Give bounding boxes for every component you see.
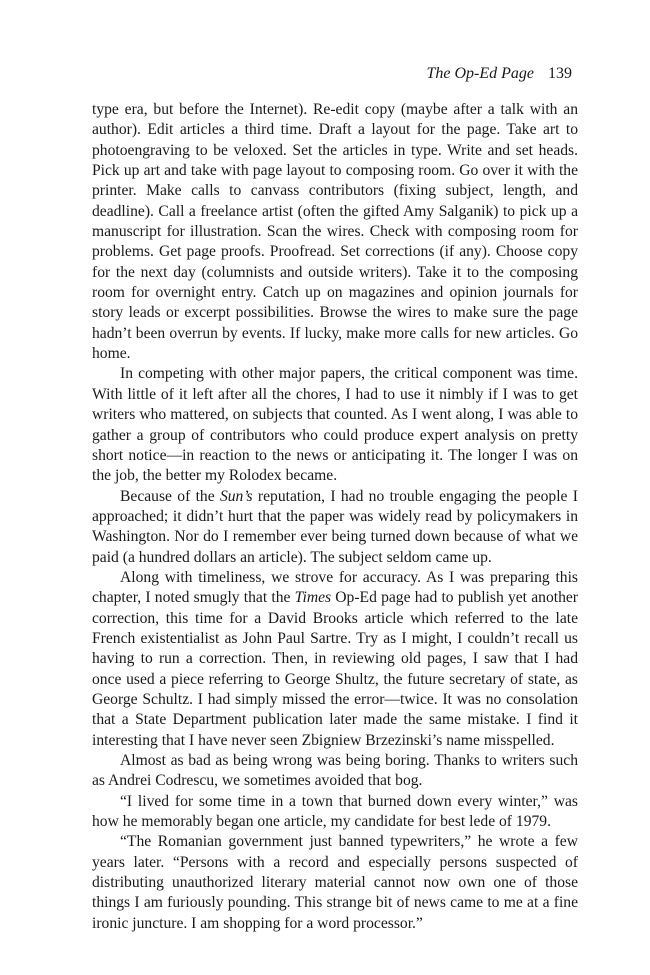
page-body [92, 100, 578, 934]
paragraph-4-before: Along with timeliness, we strove for accuracy. As I was preparing this chapter, I noted smugly that the [92, 568, 578, 607]
paragraph-6: “I lived for some time in a town that burned down every winter,” was how he memorably began one article, my candidate for best lede of 1979. [92, 792, 578, 831]
running-head-title: The Op-Ed Page [426, 65, 534, 82]
paragraph-5: Almost as bad as being wrong was being boring. Thanks to writers such as Andrei Codrescu, we sometimes avoided that bog. [92, 752, 578, 790]
paragraph-3-italic: Sun’s [219, 487, 253, 505]
page-number: 139 [548, 65, 572, 82]
paragraph-2: In competing with other major papers, the critical component was time. With little of it left after all the chores, I had to use it nimbly if I was to get writers who mattered, on subjects that counted. As I went along, I was able to gather a group of contributors who could produce expert analysis on pretty short notice—in reaction to the news or anticipating it. The longer I was on the job, the better my Rolodex became. [92, 365, 578, 485]
paragraph-3 [92, 487, 578, 568]
paragraph-1: type era, but before the Internet). Re-edit copy (maybe after a talk with an author). Edit articles a third time. Draft a layout for the page. Take art to photoengraving to be veloxed. Set the articles in type. Write and set heads. Pick up art and take with page layout to composing room. Go over it with the printer. Make calls to canvass contributors (fixing subject, length, and deadline). Call a freelance artist (often the gifted Amy Salganik) to pick up a manuscript for illustration. Scan the wires. Check with composing room for problems. Get page proofs. Proofread. Set corrections (if any). Choose copy for the next day (columnists and outside writers). Take it to the composing room for overnight entry. Catch up on magazines and opinion journals for story leads or excerpt possibilities. Browse the wires to make sure the page hadn’t been overrun by events. If lucky, make more calls for new articles. Go home. [92, 101, 578, 363]
paragraph-3-before: Because of the [120, 487, 220, 505]
paragraph-4-after: Op-Ed page had to publish yet another correction, this time for a David Brooks article which referred to the late French existentialist as John Paul Sartre. Try as I might, I couldn’t recall us having to run a correction. Then, in reviewing old pages, I saw that I had once used a piece referring to George Shultz, the future secretary of state, as George Schultz. I had simply missed the error—twice. It was no consolation that a State Department publication later made the same mistake. I find it interesting that I have never seen Zbigniew Brzezinski’s name misspelled. [92, 589, 578, 749]
paragraph-4 [92, 568, 578, 751]
paragraph-3-after: reputation, I had no trouble engaging the people I approached; it didn’t hurt that the paper was widely read by policymakers in Washington. Nor do I remember ever being turned down because of what we paid (a hundred dollars an article). The subject seldom came up. [92, 487, 578, 566]
paragraph-4-italic: Times [294, 589, 332, 607]
paragraph-7: “The Romanian government just banned typewriters,” he wrote a few years later. “Persons with a record and especially persons suspected of distributing unauthorized literary material cannot now own one of those things I am furiously pounding. This strange bit of news came to me at a fine ironic juncture. I am shopping for a word processor.” [92, 833, 578, 932]
running-head [426, 64, 572, 84]
